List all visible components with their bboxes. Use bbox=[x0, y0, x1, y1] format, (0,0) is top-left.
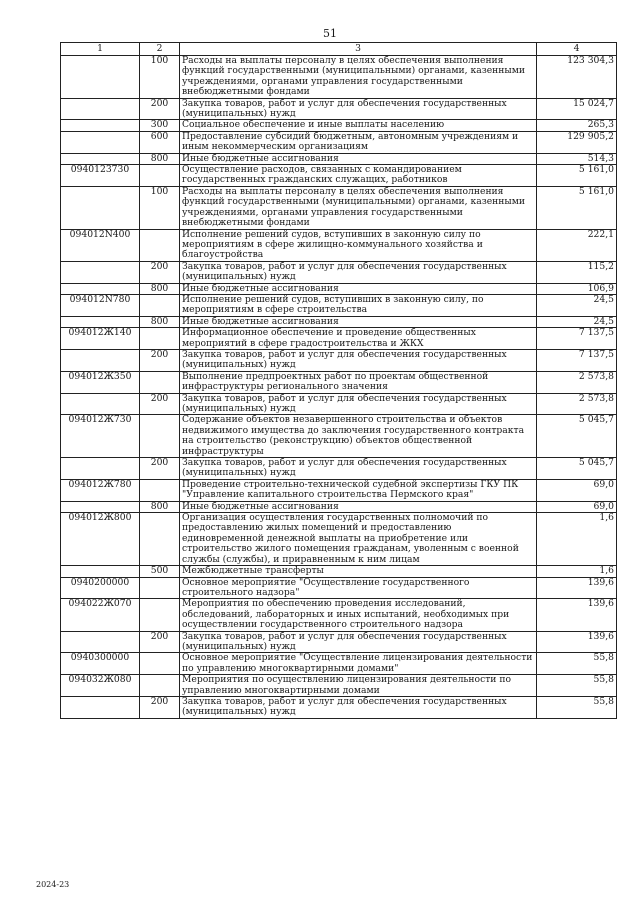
table-row bbox=[61, 349, 617, 371]
row-expense-type-cell: 600 bbox=[140, 131, 180, 153]
row-code-cell bbox=[61, 631, 140, 653]
row-expense-type-cell: 300 bbox=[140, 120, 180, 131]
row-amount-cell: 139,6 bbox=[537, 577, 617, 599]
row-description-cell: Расходы на выплаты персоналу в целях обеспечения выполнения функций государственными (муниципальными) органами, казенными учреждениями, органами управления государственными внебюджетными фондами bbox=[180, 56, 537, 99]
table-row bbox=[61, 98, 617, 120]
row-amount-cell: 2 573,8 bbox=[537, 393, 617, 415]
row-amount-cell: 139,6 bbox=[537, 599, 617, 631]
row-amount-cell: 55,8 bbox=[537, 675, 617, 697]
row-code-cell: 094012Ж730 bbox=[61, 415, 140, 458]
row-description-cell: Мероприятия по осуществлению лицензирования деятельности по управлению многоквартирными домами bbox=[180, 675, 537, 697]
table-row bbox=[61, 696, 617, 718]
table-row bbox=[61, 599, 617, 631]
row-code-cell bbox=[61, 153, 140, 164]
row-description-cell: Выполнение предпроектных работ по проектам общественной инфраструктуры регионального значения bbox=[180, 371, 537, 393]
row-amount-cell: 106,9 bbox=[537, 283, 617, 294]
row-amount-cell: 69,0 bbox=[537, 501, 617, 512]
row-expense-type-cell bbox=[140, 599, 180, 631]
row-expense-type-cell: 100 bbox=[140, 56, 180, 99]
row-expense-type-cell: 200 bbox=[140, 458, 180, 480]
row-description-cell: Закупка товаров, работ и услуг для обеспечения государственных (муниципальных) нужд bbox=[180, 349, 537, 371]
row-expense-type-cell: 200 bbox=[140, 696, 180, 718]
row-expense-type-cell: 800 bbox=[140, 283, 180, 294]
table-row bbox=[61, 229, 617, 261]
table-row bbox=[61, 675, 617, 697]
table-row bbox=[61, 577, 617, 599]
row-amount-cell: 129 905,2 bbox=[537, 131, 617, 153]
row-description-cell: Основное мероприятие "Осуществление лицензирования деятельности по управлению многоквартирными домами" bbox=[180, 653, 537, 675]
row-code-cell bbox=[61, 501, 140, 512]
row-expense-type-cell bbox=[140, 294, 180, 316]
row-description-cell: Закупка товаров, работ и услуг для обеспечения государственных (муниципальных) нужд bbox=[180, 696, 537, 718]
row-amount-cell: 2 573,8 bbox=[537, 371, 617, 393]
page-number: 51 bbox=[323, 27, 337, 40]
table-row bbox=[61, 479, 617, 501]
table-row bbox=[61, 131, 617, 153]
row-description-cell: Иные бюджетные ассигнования bbox=[180, 316, 537, 327]
footer-code: 2024-23 bbox=[36, 880, 70, 889]
table-row bbox=[61, 393, 617, 415]
row-expense-type-cell bbox=[140, 479, 180, 501]
row-expense-type-cell bbox=[140, 165, 180, 187]
row-description-cell: Исполнение решений судов, вступивших в законную силу, по мероприятиям в сфере строительства bbox=[180, 294, 537, 316]
table-row bbox=[61, 56, 617, 99]
row-code-cell bbox=[61, 56, 140, 99]
row-description-cell: Исполнение решений судов, вступивших в законную силу по мероприятиям в сфере жилищно-коммунального хозяйства и благоустройства bbox=[180, 229, 537, 261]
row-expense-type-cell bbox=[140, 577, 180, 599]
row-expense-type-cell: 800 bbox=[140, 501, 180, 512]
row-description-cell: Закупка товаров, работ и услуг для обеспечения государственных (муниципальных) нужд bbox=[180, 98, 537, 120]
row-amount-cell: 55,8 bbox=[537, 653, 617, 675]
row-amount-cell: 5 045,7 bbox=[537, 458, 617, 480]
row-code-cell: 094012Ж350 bbox=[61, 371, 140, 393]
row-expense-type-cell bbox=[140, 415, 180, 458]
table-row bbox=[61, 120, 617, 131]
row-expense-type-cell: 800 bbox=[140, 153, 180, 164]
row-code-cell bbox=[61, 98, 140, 120]
row-description-cell: Закупка товаров, работ и услуг для обеспечения государственных (муниципальных) нужд bbox=[180, 458, 537, 480]
row-amount-cell: 5 161,0 bbox=[537, 186, 617, 229]
table-row bbox=[61, 501, 617, 512]
row-code-cell: 0940123730 bbox=[61, 165, 140, 187]
table-row bbox=[61, 566, 617, 577]
row-expense-type-cell bbox=[140, 328, 180, 350]
row-description-cell: Расходы на выплаты персоналу в целях обеспечения выполнения функций государственными (муниципальными) органами, казенными учреждениями, органами управления государственными внебюджетными фондами bbox=[180, 186, 537, 229]
table-row bbox=[61, 653, 617, 675]
row-code-cell bbox=[61, 458, 140, 480]
table-row bbox=[61, 294, 617, 316]
row-amount-cell: 15 024,7 bbox=[537, 98, 617, 120]
row-description-cell: Иные бюджетные ассигнования bbox=[180, 501, 537, 512]
row-code-cell: 094032Ж080 bbox=[61, 675, 140, 697]
header-row bbox=[61, 43, 617, 56]
row-code-cell: 0940300000 bbox=[61, 653, 140, 675]
row-expense-type-cell: 800 bbox=[140, 316, 180, 327]
row-expense-type-cell: 200 bbox=[140, 349, 180, 371]
row-description-cell: Проведение строительно-технической судебной экспертизы ГКУ ПК "Управление капитального строительства Пермского края" bbox=[180, 479, 537, 501]
table-row bbox=[61, 328, 617, 350]
row-code-cell: 094012Ж140 bbox=[61, 328, 140, 350]
row-code-cell bbox=[61, 261, 140, 283]
row-expense-type-cell bbox=[140, 653, 180, 675]
table-row bbox=[61, 513, 617, 566]
row-description-cell: Предоставление субсидий бюджетным, автономным учреждениям и иным некоммерческим организациям bbox=[180, 131, 537, 153]
row-expense-type-cell: 200 bbox=[140, 631, 180, 653]
row-code-cell: 094022Ж070 bbox=[61, 599, 140, 631]
row-code-cell bbox=[61, 131, 140, 153]
row-description-cell: Иные бюджетные ассигнования bbox=[180, 153, 537, 164]
row-expense-type-cell: 100 bbox=[140, 186, 180, 229]
row-code-cell: 094012Ж800 bbox=[61, 513, 140, 566]
table-row bbox=[61, 631, 617, 653]
row-expense-type-cell bbox=[140, 371, 180, 393]
table-row bbox=[61, 371, 617, 393]
column-header-4: 4 bbox=[537, 43, 617, 56]
row-code-cell bbox=[61, 393, 140, 415]
column-header-3: 3 bbox=[180, 43, 537, 56]
row-expense-type-cell: 200 bbox=[140, 98, 180, 120]
row-code-cell bbox=[61, 186, 140, 229]
row-amount-cell: 1,6 bbox=[537, 513, 617, 566]
row-description-cell: Межбюджетные трансферты bbox=[180, 566, 537, 577]
row-amount-cell: 123 304,3 bbox=[537, 56, 617, 99]
row-code-cell bbox=[61, 349, 140, 371]
row-code-cell: 094012N400 bbox=[61, 229, 140, 261]
row-amount-cell: 5 045,7 bbox=[537, 415, 617, 458]
row-code-cell bbox=[61, 566, 140, 577]
row-description-cell: Мероприятия по обеспечению проведения исследований, обследований, лабораторных и иных испытаний, необходимых при осуществлении государственного строительного надзора bbox=[180, 599, 537, 631]
row-amount-cell: 55,8 bbox=[537, 696, 617, 718]
row-description-cell: Осуществление расходов, связанных с командированием государственных гражданских служащих, работников bbox=[180, 165, 537, 187]
row-code-cell bbox=[61, 120, 140, 131]
table-row bbox=[61, 283, 617, 294]
row-expense-type-cell: 200 bbox=[140, 393, 180, 415]
row-description-cell: Организация осуществления государственных полномочий по предоставлению жилых помещений и предоставлению единовременной денежной выплаты на приобретение или строительство жилого помещения гражданам, уволенным с военной службы (службы), и приравненным к ним лицам bbox=[180, 513, 537, 566]
row-description-cell: Основное мероприятие "Осуществление государственного строительного надзора" bbox=[180, 577, 537, 599]
table-row bbox=[61, 458, 617, 480]
row-description-cell: Закупка товаров, работ и услуг для обеспечения государственных (муниципальных) нужд bbox=[180, 393, 537, 415]
row-description-cell: Закупка товаров, работ и услуг для обеспечения государственных (муниципальных) нужд bbox=[180, 261, 537, 283]
row-amount-cell: 222,1 bbox=[537, 229, 617, 261]
column-header-2: 2 bbox=[140, 43, 180, 56]
row-description-cell: Иные бюджетные ассигнования bbox=[180, 283, 537, 294]
row-code-cell: 094012N780 bbox=[61, 294, 140, 316]
row-amount-cell: 5 161,0 bbox=[537, 165, 617, 187]
row-expense-type-cell: 500 bbox=[140, 566, 180, 577]
row-expense-type-cell: 200 bbox=[140, 261, 180, 283]
row-code-cell: 094012Ж780 bbox=[61, 479, 140, 501]
row-description-cell: Информационное обеспечение и проведение общественных мероприятий в сфере градостроительства и ЖКХ bbox=[180, 328, 537, 350]
table-row bbox=[61, 165, 617, 187]
row-amount-cell: 1,6 bbox=[537, 566, 617, 577]
row-expense-type-cell bbox=[140, 229, 180, 261]
row-code-cell bbox=[61, 316, 140, 327]
table-row bbox=[61, 186, 617, 229]
row-expense-type-cell bbox=[140, 513, 180, 566]
row-description-cell: Закупка товаров, работ и услуг для обеспечения государственных (муниципальных) нужд bbox=[180, 631, 537, 653]
column-header-1: 1 bbox=[61, 43, 140, 56]
row-amount-cell: 115,2 bbox=[537, 261, 617, 283]
table-row bbox=[61, 415, 617, 458]
row-code-cell: 0940200000 bbox=[61, 577, 140, 599]
row-description-cell: Социальное обеспечение и иные выплаты населению bbox=[180, 120, 537, 131]
row-description-cell: Содержание объектов незавершенного строительства и объектов недвижимого имущества до заключения государственного контракта на строительство (реконструкцию) объектов общественной инфраструктуры bbox=[180, 415, 537, 458]
row-code-cell bbox=[61, 696, 140, 718]
table-row bbox=[61, 316, 617, 327]
row-amount-cell: 139,6 bbox=[537, 631, 617, 653]
table-row bbox=[61, 261, 617, 283]
row-amount-cell: 265,3 bbox=[537, 120, 617, 131]
row-expense-type-cell bbox=[140, 675, 180, 697]
table-row bbox=[61, 153, 617, 164]
row-amount-cell: 69,0 bbox=[537, 479, 617, 501]
row-amount-cell: 514,3 bbox=[537, 153, 617, 164]
budget-table bbox=[60, 42, 617, 719]
row-amount-cell: 7 137,5 bbox=[537, 328, 617, 350]
row-amount-cell: 24,5 bbox=[537, 316, 617, 327]
row-amount-cell: 7 137,5 bbox=[537, 349, 617, 371]
row-code-cell bbox=[61, 283, 140, 294]
row-amount-cell: 24,5 bbox=[537, 294, 617, 316]
